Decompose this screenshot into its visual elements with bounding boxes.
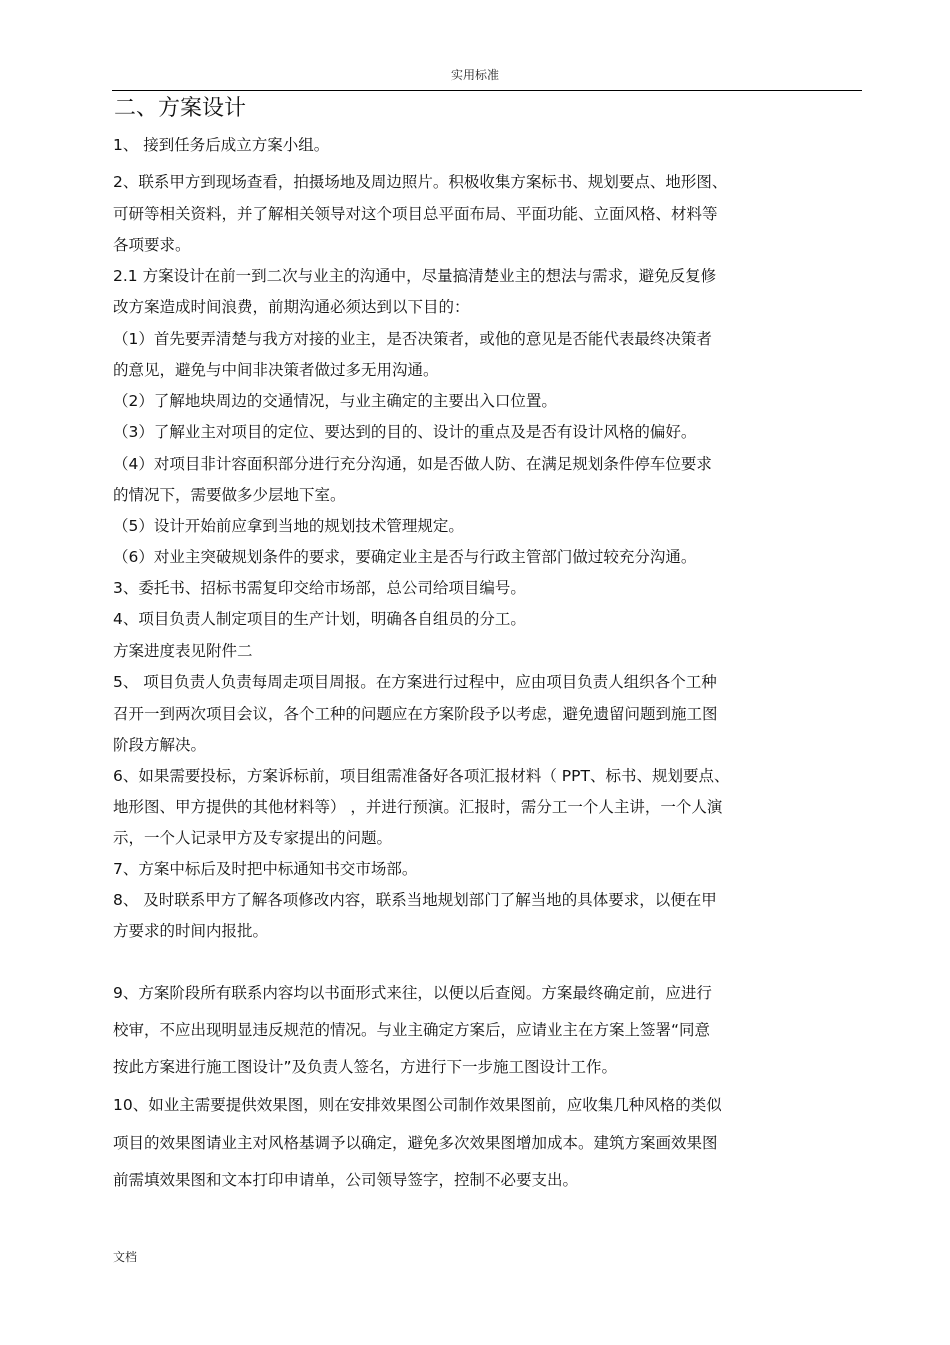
- paragraph-line: 的意见，避免与中间非决策者做过多无用沟通。: [113, 361, 439, 379]
- list-item: （5）设计开始前应拿到当地的规划技术管理规定。: [113, 517, 464, 535]
- paragraph-line: 阶段方解决。: [113, 736, 207, 754]
- paragraph-line: 方案进度表见附件二: [113, 642, 253, 660]
- paragraph-line: 示，一个人记录甲方及专家提出的问题。: [113, 829, 393, 847]
- paragraph-line: 9、方案阶段所有联系内容均以书面形式来往，以便以后查阅。方案最终确定前，应进行: [113, 984, 712, 1002]
- list-item: （1）首先要弄清楚与我方对接的业主，是否决策者，或他的意见是否能代表最终决策者: [113, 330, 712, 348]
- paragraph-line: 4、项目负责人制定项目的生产计划，明确各自组员的分工。: [113, 610, 526, 628]
- paragraph-line: 各项要求。: [113, 236, 191, 254]
- paragraph-line: 前需填效果图和文本打印申请单，公司领导签字，控制不必要支出。: [113, 1171, 579, 1189]
- list-item: （6）对业主突破规划条件的要求，要确定业主是否与行政主管部门做过较充分沟通。: [113, 548, 697, 566]
- paragraph-line: 1、 接到任务后成立方案小组。: [113, 136, 330, 154]
- paragraph-line: 3、委托书、招标书需复印交给市场部，总公司给项目编号。: [113, 579, 526, 597]
- paragraph-line: 校审，不应出现明显违反规范的情况。与业主确定方案后，应请业主在方案上签署“同意: [113, 1021, 711, 1039]
- paragraph-line: 召开一到两次项目会议，各个工种的问题应在方案阶段予以考虑，避免遗留问题到施工图: [113, 705, 718, 723]
- header-divider: [112, 90, 862, 91]
- list-item: （3）了解业主对项目的定位、要达到的目的、设计的重点及是否有设计风格的偏好。: [113, 423, 697, 441]
- paragraph-line: 10、如业主需要提供效果图，则在安排效果图公司制作效果图前，应收集几种风格的类似: [113, 1096, 722, 1114]
- paragraph-line: 2、联系甲方到现场查看，拍摄场地及周边照片。积极收集方案标书、规划要点、地形图、: [113, 173, 728, 191]
- paragraph-line: 2.1 方案设计在前一到二次与业主的沟通中，尽量搞清楚业主的想法与需求，避免反复修: [113, 267, 717, 285]
- paragraph-line: 7、方案中标后及时把中标通知书交市场部。: [113, 860, 418, 878]
- page-header: 实用标准: [450, 68, 499, 82]
- section-title: 二、方案设计: [114, 96, 247, 121]
- paragraph-line: 8、 及时联系甲方了解各项修改内容，联系当地规划部门了解当地的具体要求，以便在甲: [113, 891, 717, 909]
- paragraph-line: 方要求的时间内报批。: [113, 922, 269, 940]
- list-item: （2）了解地块周边的交通情况，与业主确定的主要出入口位置。: [113, 392, 557, 410]
- paragraph-line: 5、 项目负责人负责每周走项目周报。在方案进行过程中，应由项目负责人组织各个工种: [113, 673, 717, 691]
- page-footer: 文档: [113, 1250, 138, 1264]
- paragraph-line: 可研等相关资料，并了解相关领导对这个项目总平面布局、平面功能、立面风格、材料等: [113, 205, 718, 223]
- list-item: （4）对项目非计容面积部分进行充分沟通，如是否做人防、在满足规划条件停车位要求: [113, 455, 712, 473]
- paragraph-line: 项目的效果图请业主对风格基调予以确定，避免多次效果图增加成本。建筑方案画效果图: [113, 1134, 718, 1152]
- paragraph-line: 6、如果需要投标，方案诉标前，项目组需准备好各项汇报材料（ PPT、标书、规划要点、: [113, 767, 730, 785]
- paragraph-line: 的情况下，需要做多少层地下室。: [113, 486, 346, 504]
- paragraph-line: 地形图、甲方提供的其他材料等） ，并进行预演。汇报时，需分工一个人主讲，一个人演: [113, 798, 723, 816]
- paragraph-line: 按此方案进行施工图设计”及负责人签名，方进行下一步施工图设计工作。: [113, 1058, 618, 1076]
- paragraph-line: 改方案造成时间浪费，前期沟通必须达到以下目的：: [113, 298, 470, 316]
